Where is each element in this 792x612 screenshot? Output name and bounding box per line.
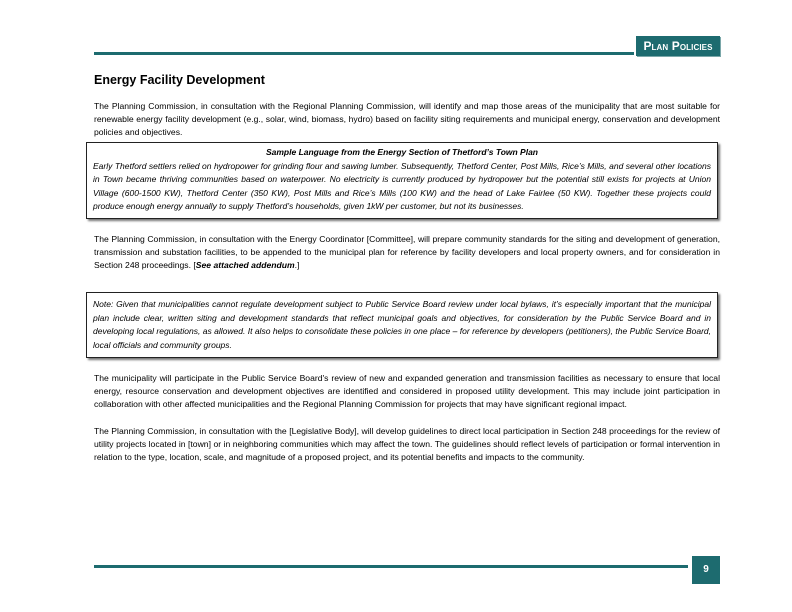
section-heading: Energy Facility Development xyxy=(94,73,265,87)
sample-box-text: Early Thetford settlers relied on hydropower for grinding flour and sawing lumber. Subsequently, Thetford Center, Post Mills, Rice’s Mills, and several other locations in Town became thriving communities based on waterpower. No electricity is currently produced by hydropower but the potential still exists for projects at Union Village (600-1500 KW), Thetford Center (350 KW), Post Mills and Rice’s Mills (100 KW) and the head of Lake Fairlee (50 KW). Together these projects could produce enough energy annually to supply Thetford’s households, given 1kW per customer, but not its businesses. xyxy=(93,160,711,212)
addendum-reference: See attached addendum xyxy=(195,259,295,270)
note-box: Note: Given that municipalities cannot regulate development subject to Public Service Board review under local bylaws, it’s especially important that the municipal plan include clear, written siting and development standards that reflect municipal goals and objectives, for consideration by the Public Service Board and in developing local regulations, as allowed. It also helps to consolidate these policies in one place – for reference by developers (petitioners), the Public Service Board, local officials and community groups. xyxy=(86,292,718,358)
sample-box-title: Sample Language from the Energy Section of Thetford’s Town Plan xyxy=(265,147,539,157)
page-content xyxy=(94,72,720,464)
header-rule xyxy=(94,52,634,55)
footer-rule xyxy=(94,565,688,568)
paragraph-2 xyxy=(94,233,720,272)
sample-language-box xyxy=(86,142,718,219)
paragraph-2-text: The Planning Commission, in consultation with the Energy Coordinator [Committee], will prepare community standards for the siting and development of generation, transmission and substation facilities, to be appended to the municipal plan for reference by facility developers and local property owners, and for consideration in Section 248 proceedings. [ xyxy=(94,233,720,270)
section-tab: Plan Policies xyxy=(636,36,720,56)
paragraph-1: The Planning Commission, in consultation with the Regional Planning Commission, will identify and map those areas of the municipality that are most suitable for renewable energy facility development (e.g., solar, wind, biomass, hydro) based on facility siting requirements and municipal energy, conservation and development policies and objectives. xyxy=(94,101,720,137)
paragraph-4: The Planning Commission, in consultation with the [Legislative Body], will develop guidelines to direct local participation in Section 248 proceedings for the review of utility projects located in [town] or in neighboring communities which may affect the town. The guidelines should reflect levels of participation or formal intervention in relation to the type, location, scale, and magnitude of a proposed project, and its potential benefits and impacts to the community. xyxy=(94,426,720,463)
paragraph-2-tail: .] xyxy=(294,259,300,270)
paragraph-3: The municipality will participate in the Public Service Board's review of new and expanded generation and transmission facilities as necessary to ensure that local energy, resource conservation and development objectives are identified and considered in proposed utility development. This may include joint participation in collaboration with other affected municipalities and the Regional Planning Commission for projects that may have significant regional impact. xyxy=(94,373,720,410)
page-number: 9 xyxy=(692,556,720,584)
